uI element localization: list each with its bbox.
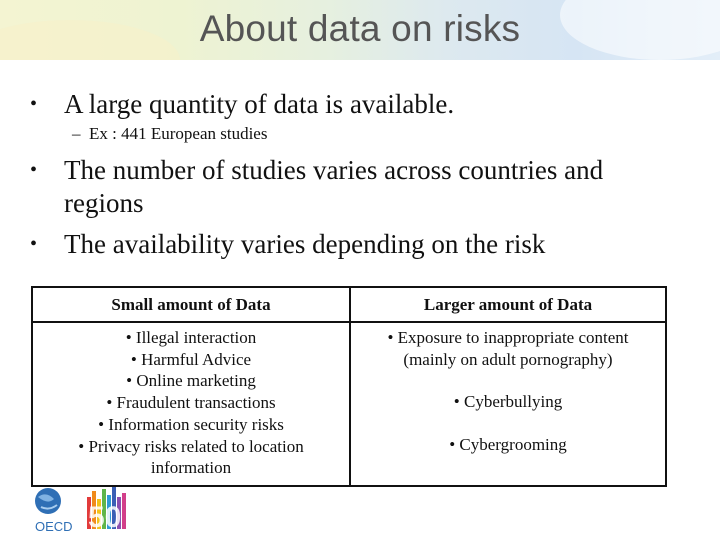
anniversary-number: 50 [88, 501, 122, 533]
header-larger-amount: Larger amount of Data [350, 287, 666, 322]
small-item: • Information security risks [98, 414, 284, 434]
small-item: • Harmful Advice [130, 349, 252, 369]
bullet-1-text: A large quantity of data is available. [64, 89, 455, 119]
sub-bullet-text: Ex : 441 European studies [89, 124, 268, 143]
small-item: • Fraudulent transactions [106, 393, 276, 413]
small-item: • Privacy risks related to location [78, 436, 304, 456]
risk-data-table [31, 286, 667, 487]
bullet-3-text: The availability varies depending on the risk [64, 229, 546, 259]
small-amount-cell [32, 322, 350, 486]
slide-title: About data on risks [199, 8, 521, 49]
header-small-amount: Small amount of Data [32, 287, 350, 322]
larger-item: • Cybergrooming [449, 435, 567, 455]
small-item: • Illegal interaction [125, 328, 257, 347]
oecd-wordmark: OECD [35, 519, 73, 533]
small-item: information [150, 458, 232, 478]
larger-amount-cell [350, 322, 666, 486]
larger-item: • Cyberbullying [453, 392, 563, 412]
bullet-2-text: The number of studies varies across countries and regions [64, 155, 604, 218]
larger-item: (mainly on adult pornography) [403, 349, 613, 369]
oecd-50-logo [32, 485, 137, 533]
sub-bullet: – Ex : 441 European studies [72, 124, 268, 143]
larger-item: • Exposure to inappropriate content [387, 328, 629, 347]
small-item: • Online marketing [126, 371, 256, 391]
